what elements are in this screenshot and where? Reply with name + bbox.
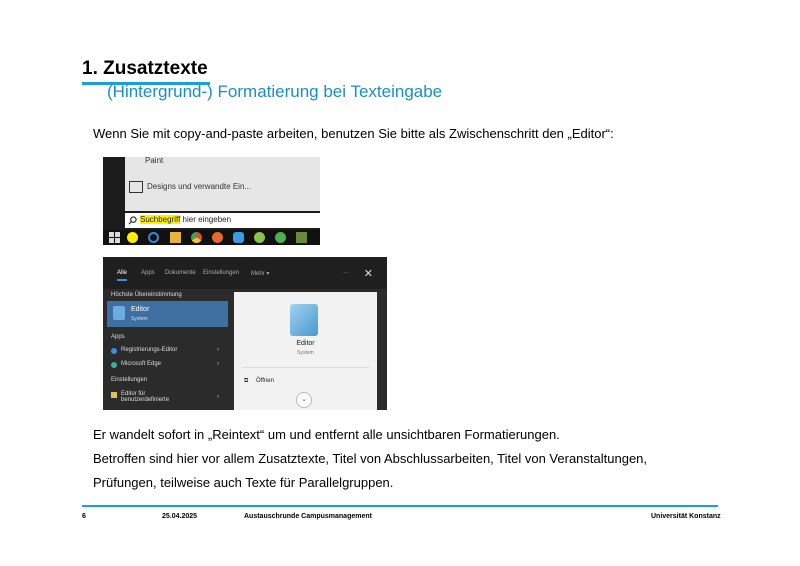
page-title: 1. Zusatztexte xyxy=(82,58,208,79)
edge-small-icon xyxy=(111,362,117,368)
app-icon xyxy=(254,232,265,243)
chevron-right-icon: › xyxy=(217,347,219,353)
registry-icon xyxy=(111,348,117,354)
tab-more: Mehr ▾ xyxy=(251,271,270,277)
result-paint xyxy=(145,157,163,165)
explorer-icon xyxy=(170,232,181,243)
best-match-sub: System xyxy=(131,316,148,322)
search-results-panel xyxy=(125,157,320,211)
settings-item-icon xyxy=(111,392,117,398)
detail-sub: System xyxy=(297,350,314,356)
search-icon xyxy=(128,216,137,225)
taskbar xyxy=(103,230,320,245)
paint-label: Paint xyxy=(145,157,164,165)
footer-page-number: 6 xyxy=(82,513,86,520)
tab-documents: Dokumente xyxy=(165,270,196,276)
search-placeholder xyxy=(140,215,231,224)
editor-large-icon xyxy=(290,304,318,336)
chevron-down-icon: ⌄ xyxy=(296,392,312,408)
results-list xyxy=(107,289,231,410)
tab-all: Alle xyxy=(117,270,128,276)
editor-icon xyxy=(113,306,125,320)
best-match-heading: Höchste Übereinstimmung xyxy=(111,292,182,298)
detail-pane xyxy=(234,292,377,410)
footer-divider xyxy=(82,505,718,507)
cortana-icon xyxy=(148,232,159,243)
chrome-icon xyxy=(191,232,202,243)
open-action: Öffnen xyxy=(256,378,274,384)
apps-heading: Apps xyxy=(111,334,125,340)
windows-search-screenshot xyxy=(103,157,320,245)
settings-heading: Einstellungen xyxy=(111,377,148,383)
app-item-registry xyxy=(121,347,219,353)
best-match-item xyxy=(107,301,228,327)
firefox-icon xyxy=(212,232,223,243)
search-highlight: Suchbegriff xyxy=(140,215,181,224)
detail-divider xyxy=(242,367,369,368)
more-options-icon: ··· xyxy=(343,270,349,276)
paragraph-2: Betroffen sind hier vor allem Zusatztexte, Titel von Abschlussarbeiten, Titel von Veranstaltungen, xyxy=(93,451,648,466)
search-rest: hier eingeben xyxy=(180,215,232,224)
designs-label: Designs und verwandte Ein... xyxy=(147,182,252,191)
search-tabs xyxy=(103,257,387,289)
tab-underline xyxy=(117,279,127,281)
designs-icon xyxy=(129,181,143,193)
footer-date: 25.04.2025 xyxy=(162,513,198,520)
close-icon: ✕ xyxy=(363,268,373,280)
intro-text: Wenn Sie mit copy-and-paste arbeiten, benutzen Sie bitte als Zwischenschritt den „Editor“: xyxy=(93,126,614,141)
settings-item-line2: benutzerdefinierte xyxy=(121,397,170,403)
search-taskbar-icon xyxy=(127,232,138,243)
app-item-edge xyxy=(121,361,219,367)
app2-icon xyxy=(275,232,286,243)
app-item-label: Registrierungs-Editor xyxy=(121,347,178,353)
best-match-name: Editor xyxy=(131,306,150,313)
paragraph-3: Prüfungen, teilweise auch Texte für Parallelgruppen. xyxy=(93,475,394,490)
edge-icon xyxy=(233,232,244,243)
search-input xyxy=(125,213,320,228)
settings-item-line1: Editor für xyxy=(121,391,146,397)
paragraph-1: Er wandelt sofort in „Reintext“ um und entfernt alle unsichtbaren Formatierungen. xyxy=(93,427,560,442)
settings-item-editor xyxy=(121,391,219,403)
detail-name: Editor xyxy=(296,340,315,347)
page-subtitle: (Hintergrund-) Formatierung bei Texteingabe xyxy=(107,82,443,101)
footer-event: Austauschrunde Campusmanagement xyxy=(244,513,372,520)
notes-icon xyxy=(296,232,307,243)
footer-organization: Universität Konstanz xyxy=(651,513,721,520)
app-item-label: Microsoft Edge xyxy=(121,361,162,367)
start-menu-screenshot xyxy=(103,257,387,410)
windows-start-icon xyxy=(109,232,120,243)
result-designs xyxy=(147,182,251,191)
chevron-right-icon: › xyxy=(217,361,219,367)
tab-settings: Einstellungen xyxy=(203,270,240,276)
tab-apps: Apps xyxy=(141,270,155,276)
chevron-right-icon: › xyxy=(217,394,219,400)
open-icon: ⧉ xyxy=(244,378,249,384)
